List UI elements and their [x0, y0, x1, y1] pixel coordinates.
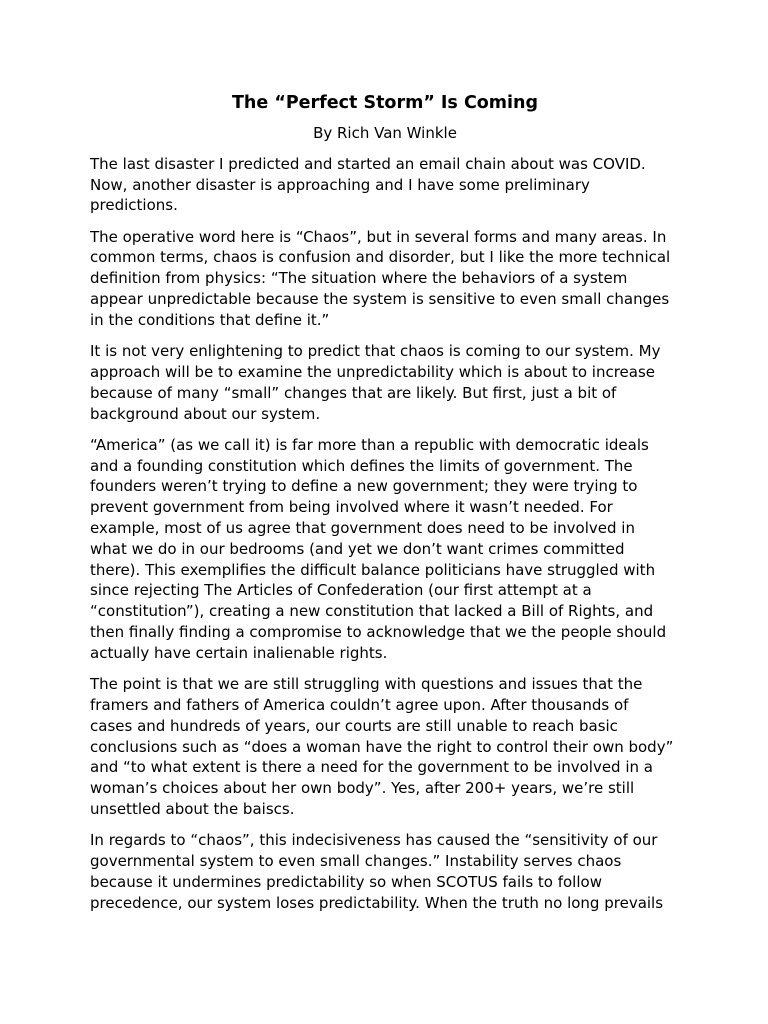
text-line: precedence, our system loses predictability. When the truth no long prevails — [90, 893, 664, 912]
text-line: what we do in our bedrooms (and yet we don’t want crimes committed — [90, 539, 625, 558]
text-line: The point is that we are still struggling with questions and issues that the — [90, 675, 643, 694]
document-title: The “Perfect Storm” Is Coming — [231, 93, 539, 113]
text-line: governmental system to even small changes.” Instability serves chaos — [90, 852, 622, 870]
text-line: prevent government from being involved where it wasn’t needed. For — [90, 498, 613, 517]
document-page — [90, 91, 680, 924]
text-line: definition from physics: “The situation where the behaviors of a system — [90, 269, 628, 288]
text-line: actually have certain inalienable rights. — [90, 643, 388, 662]
text-line: since rejecting The Articles of Confederation (our first attempt at a — [90, 581, 592, 600]
text-line: cases and hundreds of years, our courts are still unable to reach basic — [90, 716, 618, 735]
text-line: The operative word here is “Chaos”, but in several forms and many areas. In — [90, 227, 667, 246]
paragraph — [90, 674, 680, 820]
text-line: predictions. — [90, 196, 178, 215]
text-line: in the conditions that define it.” — [90, 310, 330, 329]
text-line: framers and fathers of America couldn’t agree upon. After thousands of — [90, 695, 629, 714]
text-line: It is not very enlightening to predict that chaos is coming to our system. My — [90, 342, 661, 361]
text-line: In regards to “chaos”, this indecisiveness has caused the “sensitivity of our — [90, 831, 658, 850]
text-line: appear unpredictable because the system is sensitive to even small changes — [90, 290, 670, 309]
text-line: conclusions such as “does a woman have the right to control their own body” — [90, 737, 674, 756]
paragraph — [90, 227, 680, 331]
text-line: example, most of us agree that government does need to be involved in — [90, 519, 635, 538]
text-line: founders weren’t trying to define a new government; they were trying to — [90, 477, 638, 496]
text-line: “constitution”), creating a new constitution that lacked a Bill of Rights, and — [90, 602, 654, 621]
document-byline: By Rich Van Winkle — [313, 124, 457, 142]
text-line: and a founding constitution which defines the limits of government. The — [90, 456, 633, 475]
text-line: Now, another disaster is approaching and I have some preliminary — [90, 175, 590, 194]
text-line: and “to what extent is there a need for the government to be involved in a — [90, 758, 653, 777]
text-line: because it undermines predictability so when SCOTUS fails to follow — [90, 872, 602, 891]
paragraph — [90, 435, 680, 664]
document-body — [90, 154, 680, 914]
text-line: there). This exemplifies the difficult balance politicians have struggled with — [90, 560, 656, 579]
paragraph — [90, 341, 680, 424]
text-line: then finally finding a compromise to acknowledge that we the people should — [90, 623, 667, 642]
text-line: approach will be to examine the unpredictability which is about to increase — [90, 362, 656, 381]
text-line: The last disaster I predicted and started an email chain about was COVID. — [90, 154, 646, 173]
text-line: common terms, chaos is confusion and disorder, but I like the more technical — [90, 248, 671, 267]
text-line: woman’s choices about her own body”. Yes, after 200+ years, we’re still — [90, 779, 635, 798]
text-line: background about our system. — [90, 404, 321, 423]
text-line: “America” (as we call it) is far more than a republic with democratic ideals — [90, 435, 649, 454]
paragraph — [90, 154, 680, 216]
paragraph — [90, 830, 680, 913]
text-line: unsettled about the baiscs. — [90, 799, 295, 818]
text-line: because of many “small” changes that are likely. But first, just a bit of — [90, 383, 617, 402]
